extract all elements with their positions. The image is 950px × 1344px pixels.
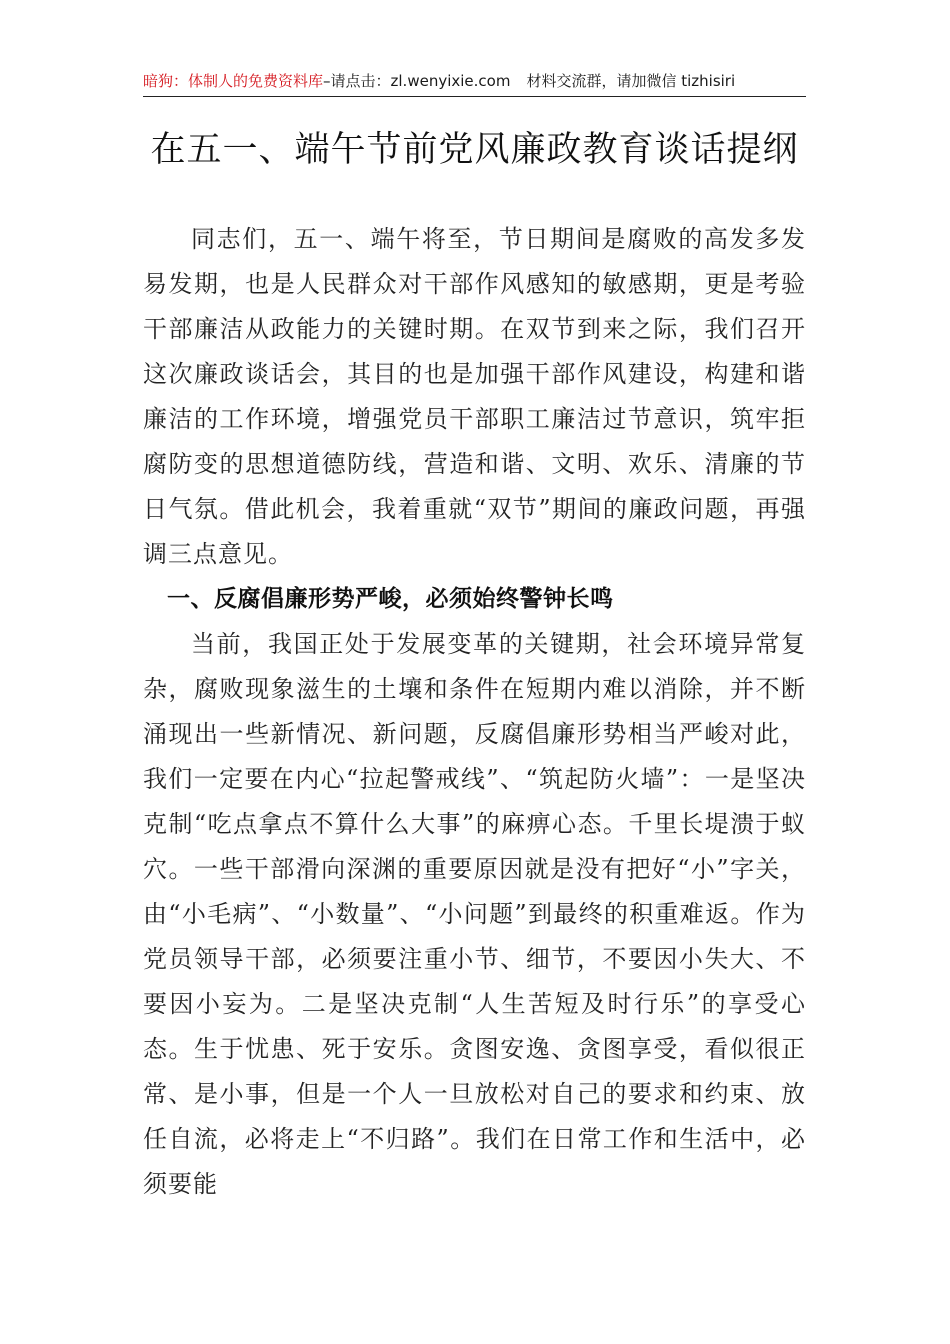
section-1-paragraph: 当前，我国正处于发展变革的关键期，社会环境异常复杂，腐败现象滋生的土壤和条件在短期内难以消除，并不断涌现出一些新情况、新问题，反腐倡廉形势相当严峻对此，我们一定要在内心“拉起警戒线”、“筑起防火墙”：一是坚决克制“吃点拿点不算什么大事”的麻痹心态。千里长堤溃于蚁穴。一些干部滑向深渊的重要原因就是没有把好“小”字关，由“小毛病”、“小数量”、“小问题”到最终的积重难返。作为党员领导干部，必须要注重小节、细节，不要因小失大、不要因小妄为。二是坚决克制“人生苦短及时行乐”的享受心态。生于忧患、死于安乐。贪图安逸、贪图享受，看似很正常、是小事，但是一个人一旦放松对自己的要求和约束、放任自流，必将走上“不归路”。我们在日常工作和生活中，必须要能 <box>143 630 806 1198</box>
header-wechat-note: 材料交流群，请加微信 tizhisiri <box>526 72 736 90</box>
header-click-prompt[interactable]: –请点击：zl.wenyixie.com <box>323 72 511 90</box>
document-body <box>143 217 806 1207</box>
section-1-heading: 一、反腐倡廉形势严峻，必须始终警钟长鸣 <box>167 586 614 612</box>
header-brand: 暗狗：体制人的免费资料库 <box>143 72 324 90</box>
intro-paragraph: 同志们，五一、端午将至，节日期间是腐败的高发多发易发期，也是人民群众对干部作风感知的敏感期，更是考验干部廉洁从政能力的关键时期。在双节到来之际，我们召开这次廉政谈话会，其目的也是加强干部作风建设，构建和谐廉洁的工作环境，增强党员干部职工廉洁过节意识，筑牢拒腐防变的思想道德防线，营造和谐、文明、欢乐、清廉的节日气氛。借此机会，我着重就“双节”期间的廉政问题，再强调三点意见。 <box>143 225 806 568</box>
document-title: 在五一、端午节前党风廉政教育谈话提纲 <box>150 130 799 170</box>
page-header <box>143 66 806 97</box>
